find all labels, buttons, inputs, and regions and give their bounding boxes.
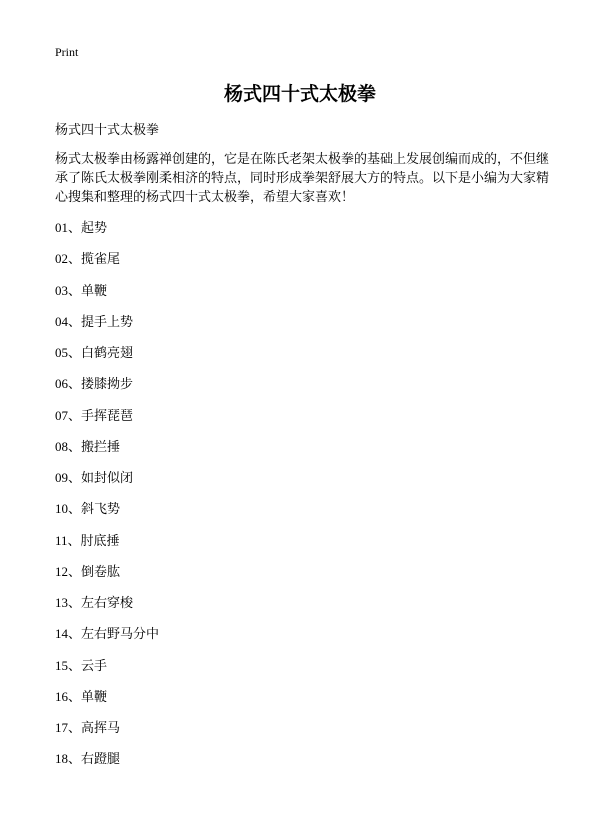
list-item <box>55 687 159 718</box>
move-separator: 、 <box>68 752 82 768</box>
move-number: 10 <box>55 501 68 517</box>
list-item <box>55 218 159 249</box>
list-item <box>55 406 159 437</box>
move-separator: 、 <box>67 533 81 549</box>
move-name: 起势 <box>81 221 108 236</box>
move-name: 倒卷肱 <box>81 564 121 580</box>
move-separator: 、 <box>68 221 82 236</box>
list-item <box>55 374 159 405</box>
move-name: 搂膝拗步 <box>81 377 134 393</box>
move-separator: 、 <box>68 439 82 455</box>
move-name: 提手上势 <box>81 314 134 330</box>
move-name: 左右野马分中 <box>81 627 160 643</box>
list-item <box>55 468 159 499</box>
list-item <box>55 437 159 468</box>
article-subtitle: 杨式四十式太极拳 <box>55 123 160 138</box>
list-item <box>55 531 159 562</box>
move-name: 肘底捶 <box>80 533 120 549</box>
move-number: 05 <box>55 345 68 360</box>
print-link[interactable]: Print <box>55 45 79 59</box>
page-title: 杨式四十式太极拳 <box>223 83 376 105</box>
list-item <box>55 343 159 374</box>
move-number: 09 <box>55 470 68 485</box>
move-separator: 、 <box>68 346 82 361</box>
move-separator: 、 <box>68 658 82 674</box>
list-item <box>55 718 159 749</box>
move-separator: 、 <box>68 283 82 299</box>
move-name: 揽雀尾 <box>81 252 121 268</box>
move-number: 18 <box>55 751 68 767</box>
move-name: 单鞭 <box>81 689 108 705</box>
move-number: 11 <box>55 532 68 548</box>
move-number: 17 <box>55 720 68 735</box>
move-name: 云手 <box>81 658 108 674</box>
move-separator: 、 <box>68 502 82 518</box>
move-name: 如封似闭 <box>81 471 134 486</box>
move-name: 高挥马 <box>81 721 121 736</box>
move-name: 搬拦捶 <box>81 439 121 455</box>
list-item <box>55 624 159 655</box>
move-separator: 、 <box>68 377 82 393</box>
list-item <box>55 249 159 280</box>
move-separator: 、 <box>68 596 82 611</box>
move-name: 右蹬腿 <box>81 752 121 768</box>
move-name: 斜飞势 <box>81 502 121 518</box>
move-number: 07 <box>55 407 68 423</box>
move-separator: 、 <box>68 627 82 643</box>
move-separator: 、 <box>68 314 82 330</box>
move-number: 13 <box>55 595 68 610</box>
move-number: 01 <box>55 220 68 235</box>
list-item <box>55 499 159 530</box>
list-item <box>55 281 159 312</box>
move-number: 16 <box>55 688 68 704</box>
move-separator: 、 <box>68 564 82 580</box>
list-item <box>55 593 159 624</box>
move-name: 手挥琵琶 <box>81 408 134 424</box>
move-number: 15 <box>55 657 68 673</box>
intro-paragraph: 杨式太极拳由杨露禅创建的，它是在陈氏老架太极拳的基础上发展创编而成的，不但继承了陈氏太极拳刚柔相济的特点，同时形成拳架舒展大方的特点。以下是小编为大家精心搜集和整理的杨式四十式太极拳，希望大家喜欢！ <box>55 152 550 205</box>
move-number: 14 <box>55 626 68 642</box>
list-item <box>55 312 159 343</box>
move-number: 02 <box>55 251 68 267</box>
move-name: 左右穿梭 <box>81 596 134 611</box>
move-separator: 、 <box>68 408 82 424</box>
move-name: 单鞭 <box>81 283 108 299</box>
move-separator: 、 <box>68 471 82 486</box>
move-number: 06 <box>55 376 68 392</box>
move-name: 白鹤亮翅 <box>81 346 134 361</box>
list-item <box>55 749 159 780</box>
move-separator: 、 <box>68 721 82 736</box>
list-item <box>55 562 159 593</box>
move-number: 12 <box>55 563 68 579</box>
move-number: 04 <box>55 313 68 329</box>
move-separator: 、 <box>68 252 82 268</box>
move-number: 03 <box>55 282 68 298</box>
moves-list <box>55 218 159 781</box>
move-separator: 、 <box>68 689 82 705</box>
move-number: 08 <box>55 438 68 454</box>
list-item <box>55 656 159 687</box>
